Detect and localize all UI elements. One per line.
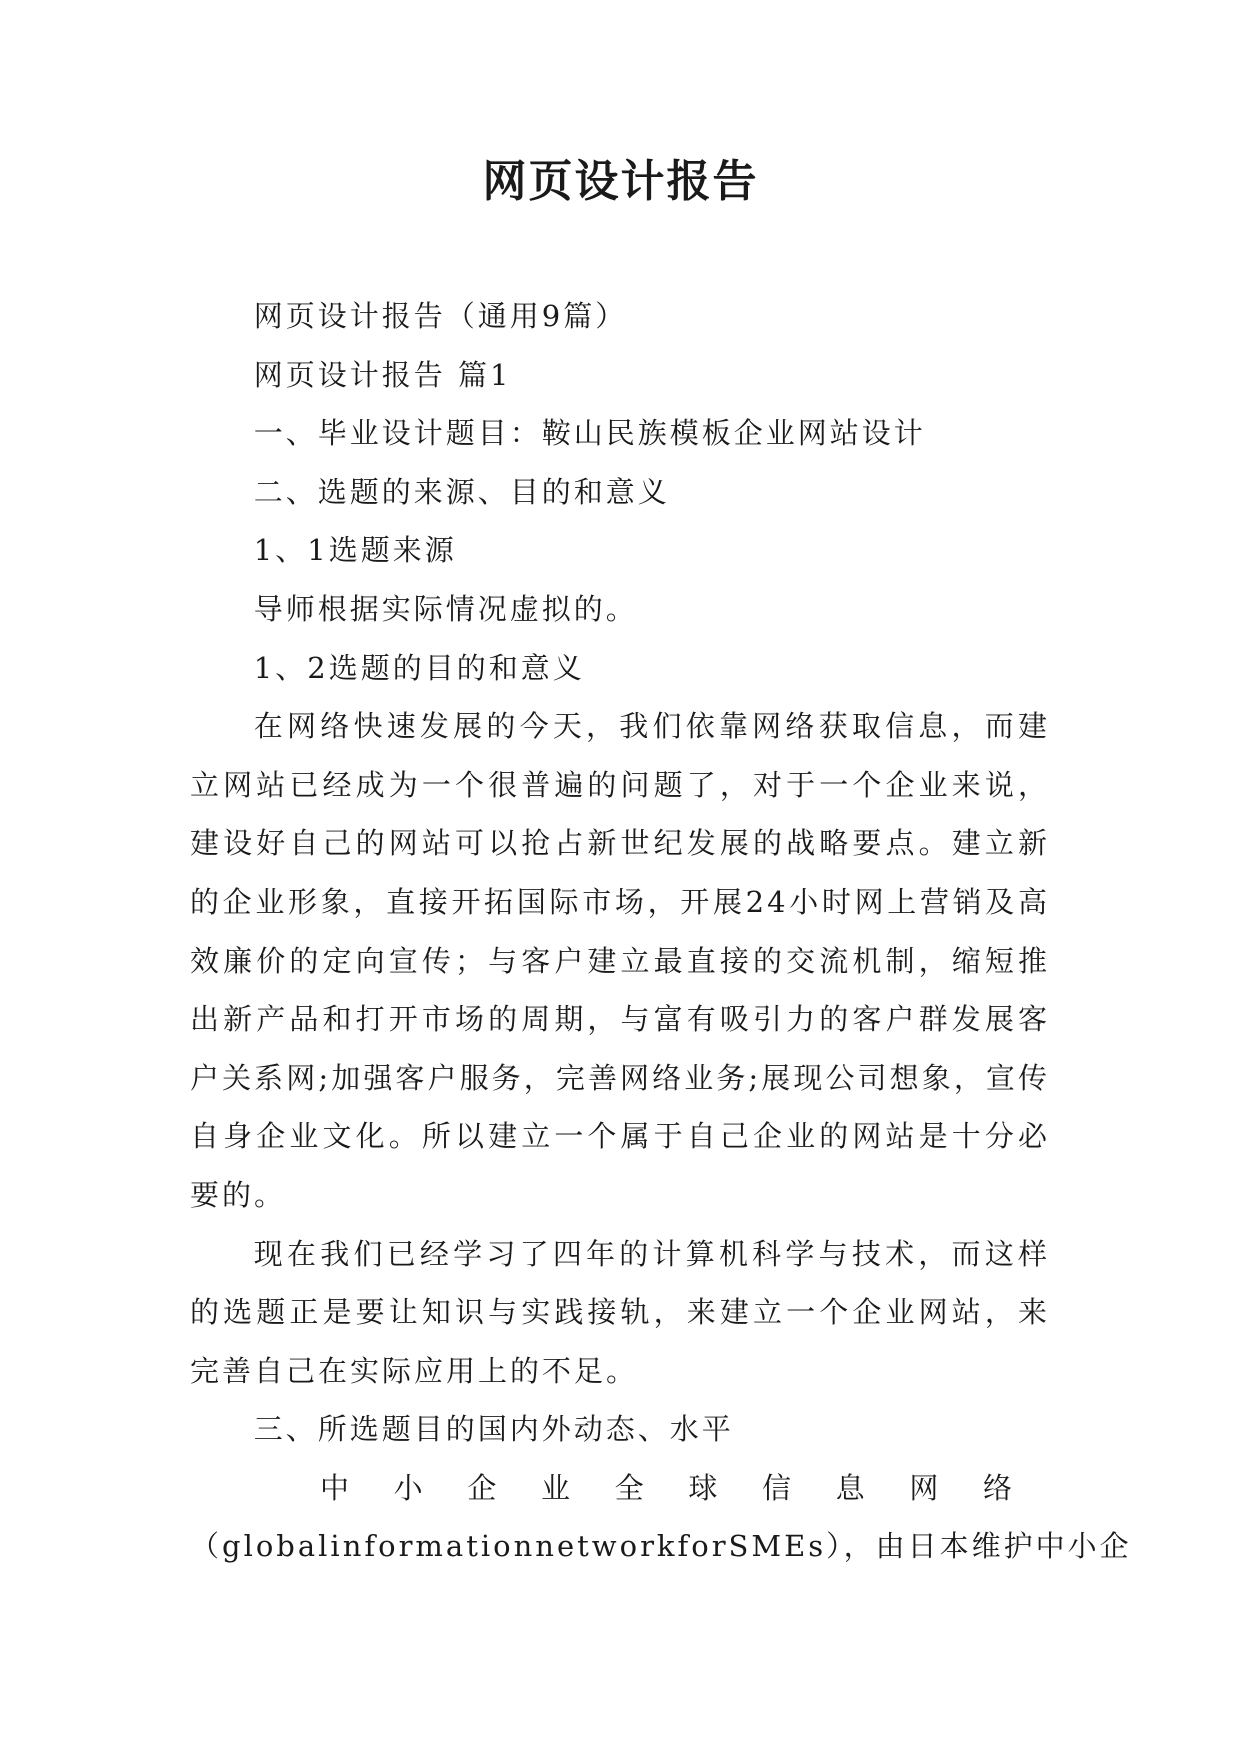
paragraph-topic: 一、毕业设计题目：鞍山民族模板企业网站设计: [253, 416, 926, 451]
paragraph-spread-line: 中小企业全球信息网络: [320, 1470, 1050, 1505]
paragraph-heading-3: 三、所选题目的国内外动态、水平: [253, 1412, 734, 1447]
paragraph-heading-1-2: 1、2选题的目的和意义: [253, 650, 585, 685]
paragraph-source: 导师根据实际情况虚拟的。: [253, 591, 638, 626]
paragraph-heading-2: 二、选题的来源、目的和意义: [253, 474, 670, 509]
paragraph-purpose: 在网络快速发展的今天，我们依靠网络获取信息，而建立网站已经成为一个很普遍的问题了，对于一个企业来说，建设好自己的网站可以抢占新世纪发展的战略要点。建立新的企业形象，直接开拓国际市场，开展24小时网上营销及高效廉价的定向宣传；与客户建立最直接的交流机制，缩短推出新产品和打开市场的周期，与富有吸引力的客户群发展客户关系网;加强客户服务，完善网络业务;展现公司想象，宣传自身企业文化。所以建立一个属于自己企业的网站是十分必要的。: [190, 709, 1050, 1212]
paragraph-section-heading: 网页设计报告 篇1: [253, 357, 512, 392]
paragraph-subtitle: 网页设计报告（通用9篇）: [253, 299, 628, 333]
paragraph-last-line: （globalinformationnetworkforSMEs），由日本维护中小企: [190, 1529, 1132, 1564]
paragraph-heading-1-1: 1、1选题来源: [253, 533, 457, 568]
paragraph-study: 现在我们已经学习了四年的计算机科学与技术，而这样的选题正是要让知识与实践接轨，来建立一个企业网站，来完善自己在实际应用上的不足。: [190, 1236, 1050, 1388]
document-body: [190, 287, 1132, 1576]
document-title: 网页设计报告: [482, 156, 759, 207]
